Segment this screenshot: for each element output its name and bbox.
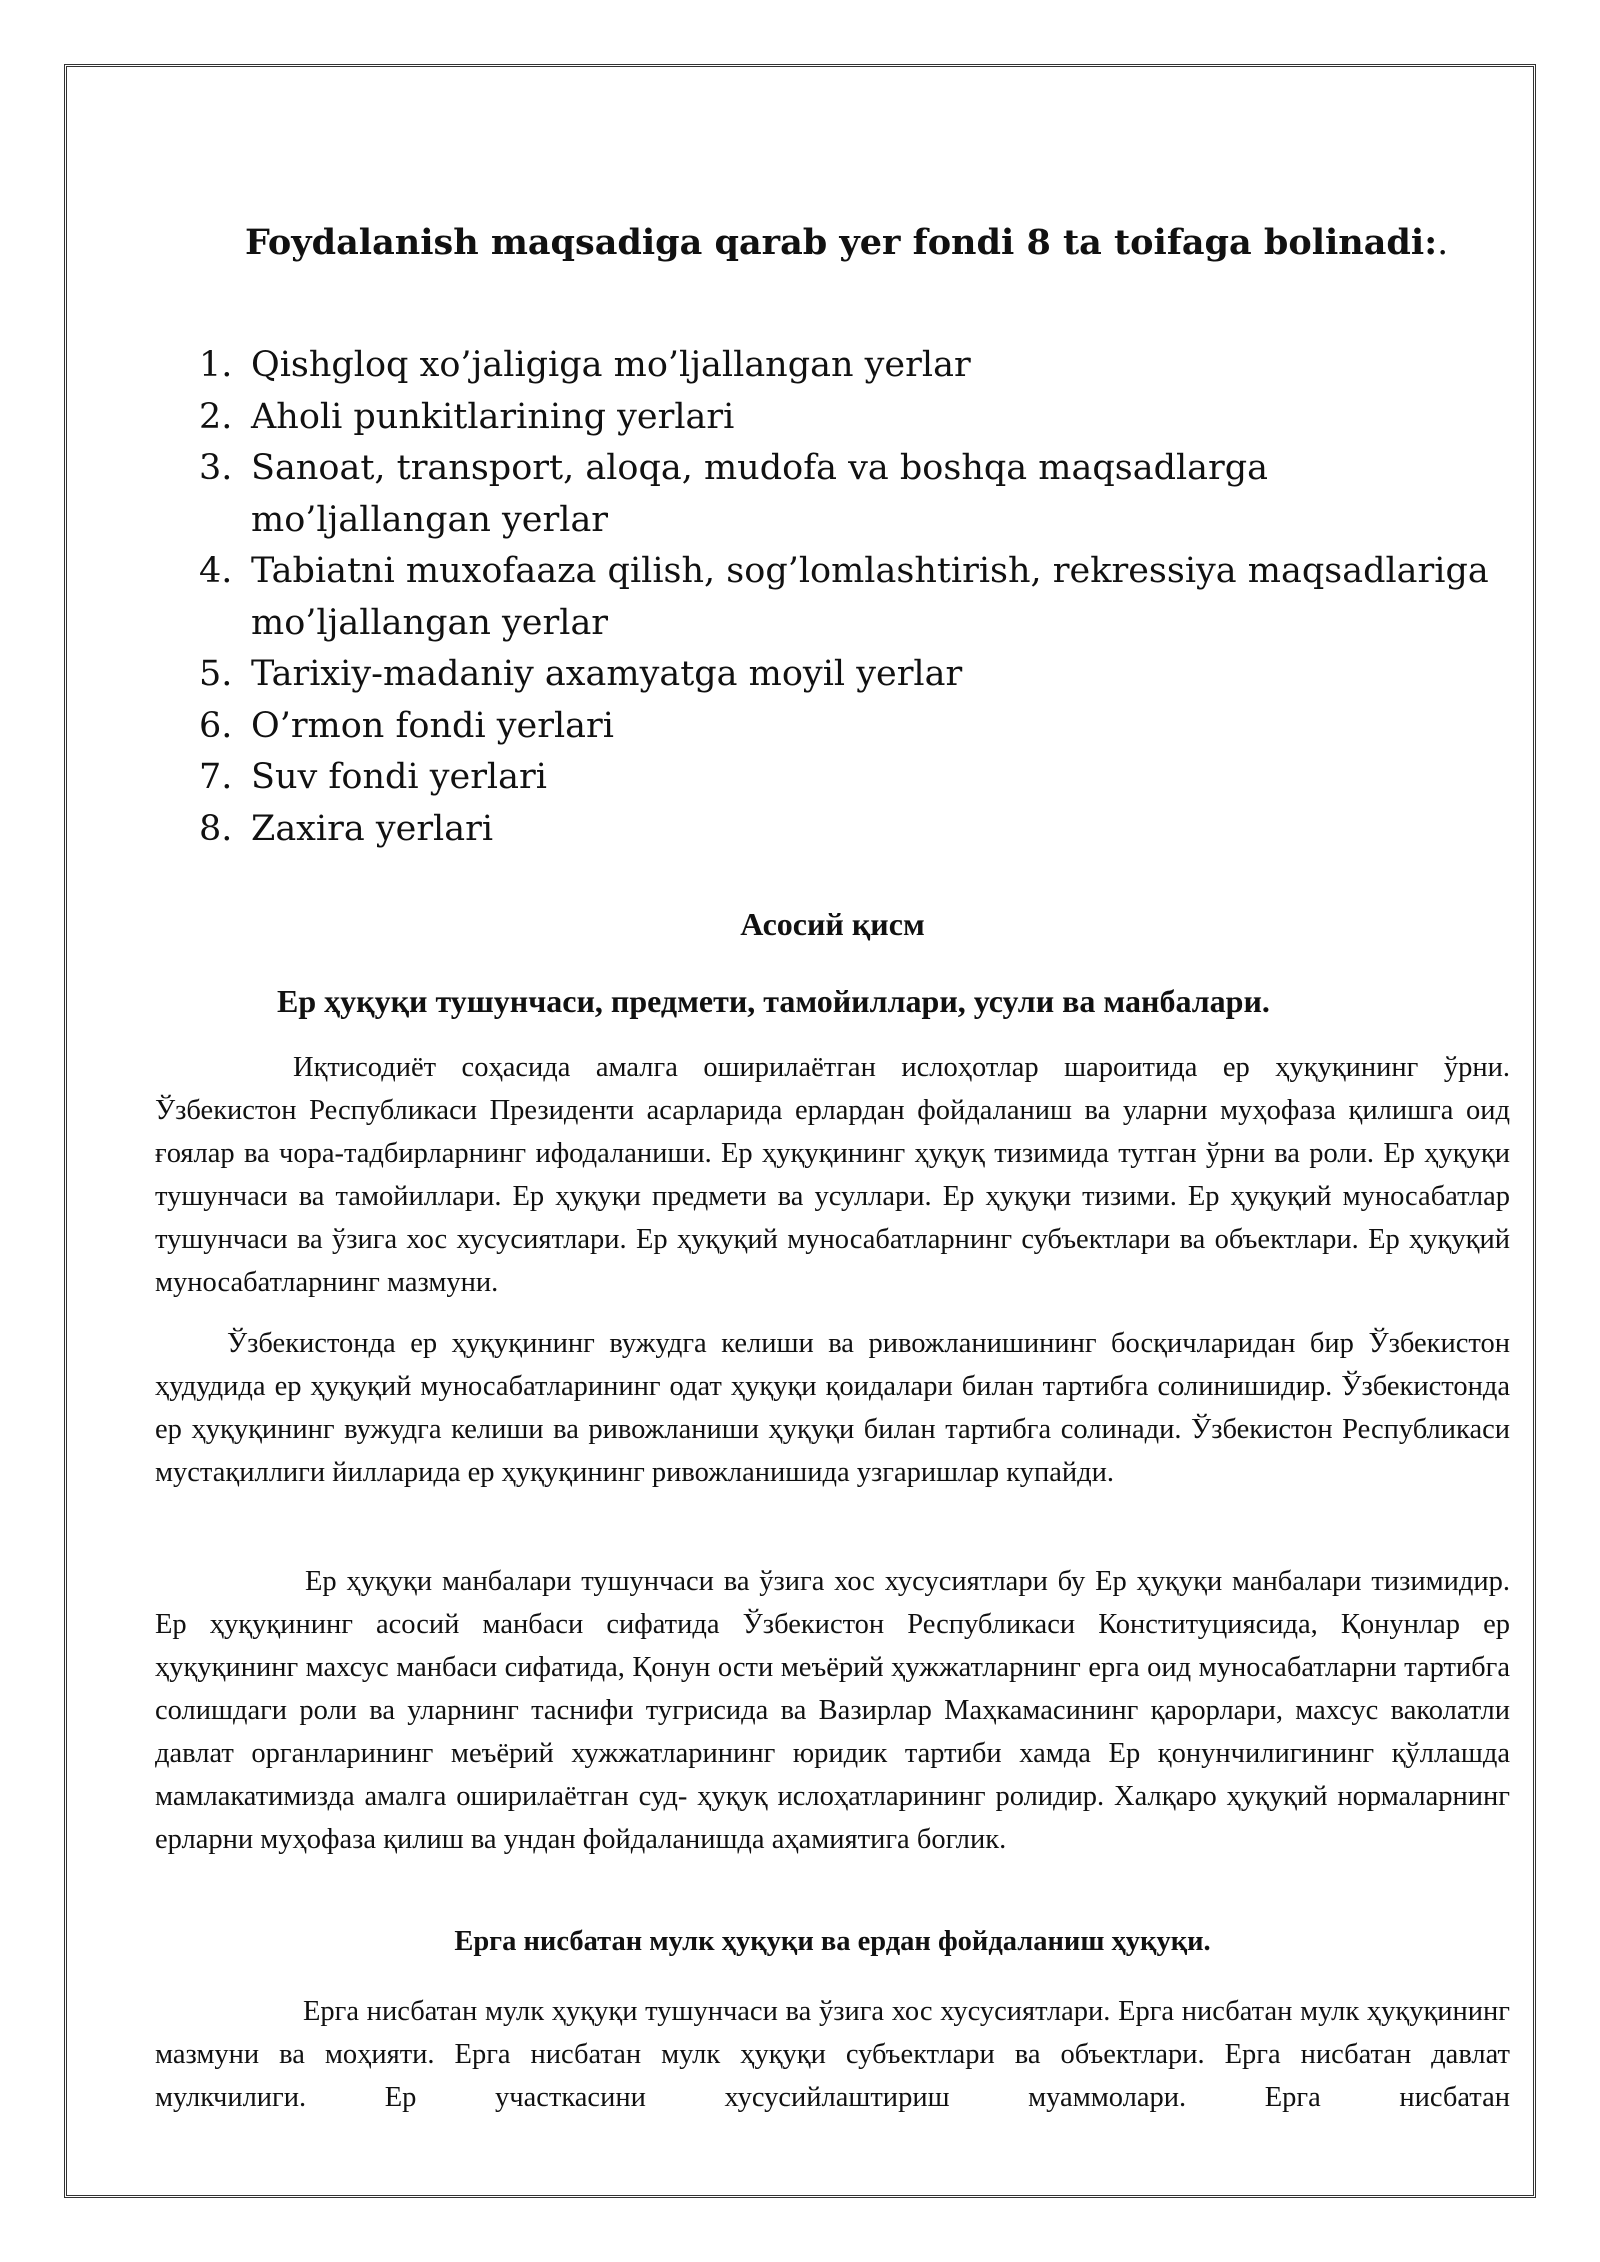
ownership-subsection-title: Ерга нисбатан мулк ҳуқуқи ва ердан фойдаланиш ҳуқуқи.	[454, 1926, 1211, 1957]
list-item-text: Sanoat, transport, aloqa, mudofa va boshqa maqsadlarga mo’ljallangan yerlar	[251, 448, 1269, 540]
land-category-list	[155, 340, 1510, 855]
paragraph-land-ownership: Ерга нисбатан мулк ҳуқуқи тушунчаси ва ўзига хос хусусиятлари. Ерга нисбатан мулк ҳуқуқининг мазмуни ва моҳияти. Ерга нисбатан мулк ҳуқуқи субъектлари ва объектлари. Ерга нисбатан давлат мулкчилиги. Ер участкасини хусусийлаштириш муаммолари. Ерга нисбатан	[155, 1996, 1510, 2113]
list-item-text: O’rmon fondi yerlari	[251, 705, 614, 746]
list-item	[155, 392, 1510, 444]
list-item-number: 7.	[199, 757, 233, 797]
subsection-title: Ер ҳуқуқи тушунчаси, предмети, тамойиллари, усули ва манбалари.	[277, 983, 1270, 1019]
list-item-number: 6.	[199, 705, 233, 746]
heading-trailing-mark: .	[1437, 223, 1449, 263]
list-item-text: Tabiatni muxofaaza qilish, sog’lomlashtirish, rekressiya maqsadlariga mo’ljallangan yerlar	[251, 551, 1489, 643]
land-fund-heading	[245, 222, 1510, 263]
paragraph-land-law-sources: Ер ҳуқуқи манбалари тушунчаси ва ўзига хос хусусиятлари бу Ер ҳуқуқи манбалари тизимидир. Ер ҳуқуқининг асосий манбаси сифатида Ўзбекистон Республикаси Конституциясида, Қонунлар ер ҳуқуқининг махсус манбаси сифатида, Қонун ости меъёрий ҳужжатларнинг ерга оид муносабатларни тартибга солишдаги роли ва уларнинг таснифи тугрисида ва Вазирлар Маҳкамасининг қарорлари, махсус ваколатли давлат органларининг меъёрий хужжатларининг юридик тартиби хамда Ер қонунчилигининг қўллашда мамлакатимизда амалга оширилаётган суд- ҳуқуқ ислоҳатларининг ролидир. Халқаро ҳуқуқий нормаларнинг ерларни муҳофаза қилиш ва ундан фойдаланишда аҳамиятига боглик.	[155, 1566, 1510, 1855]
list-item-number: 2.	[199, 396, 233, 437]
list-item	[155, 546, 1510, 649]
heading-text: Foydalanish maqsadiga qarab yer fondi 8 ta toifaga bolinadi:	[245, 222, 1438, 263]
list-item-text: Suv fondi yerlari	[251, 757, 547, 797]
list-item-text: Zaxira yerlari	[251, 808, 494, 849]
list-item-text: Tarixiy-madaniy axamyatga moyil yerlar	[251, 654, 963, 694]
list-item-number: 1.	[199, 345, 233, 385]
paragraph-land-law-role: Иқтисодиёт соҳасида амалга оширилаётган ислоҳотлар шароитида ер ҳуқуқининг ўрни. Ўзбекистон Республикаси Президенти асарларида ерлардан фойдаланиш ва уларни муҳофаза қилишга оид ғоялар ва чора-тадбирларнинг ифодаланиши. Ер ҳуқуқининг ҳуқуқ тизимида тутган ўрни ва роли. Ер ҳуқуқи тушунчаси ва тамойиллари. Ер ҳуқуқи предмети ва усуллари. Ер ҳуқуқи тизими. Ер ҳуқуқий муносабатлар тушунчаси ва ўзига хос хусусиятлари. Ер ҳуқуқий муносабатларнинг субъектлари ва объектлари. Ер ҳуқуқий муносабатларнинг мазмуни.	[155, 1052, 1510, 1298]
list-item-text: Aholi punkitlarining yerlari	[251, 396, 735, 437]
list-item-text: Qishgloq xo’jaligiga mo’ljallangan yerlar	[251, 345, 971, 385]
section-title: Асосий қисм	[740, 906, 925, 942]
list-item-number: 4.	[199, 551, 233, 591]
list-item	[155, 340, 1510, 392]
list-item	[155, 804, 1510, 856]
paragraph-land-law-history: Ўзбекистонда ер ҳуқуқининг вужудга келиши ва ривожланишининг босқичларидан бир Ўзбекистон ҳудудида ер ҳуқуқий муносабатларининг одат ҳуқуқи қоидалари билан тартибга солинишидир. Ўзбекистонда ер ҳуқуқининг вужудга келиши ва ривожланиши ҳуқуқи билан тартибга солинади. Ўзбекистон Республикаси мустақиллиги йилларида ер ҳуқуқининг ривожланишида узгаришлар купайди.	[155, 1328, 1510, 1488]
list-item	[155, 701, 1510, 753]
list-item	[155, 752, 1510, 804]
list-item	[155, 443, 1510, 546]
list-item-number: 8.	[199, 808, 233, 849]
list-item	[155, 649, 1510, 701]
list-item-number: 5.	[199, 654, 233, 694]
list-item-number: 3.	[199, 448, 233, 488]
